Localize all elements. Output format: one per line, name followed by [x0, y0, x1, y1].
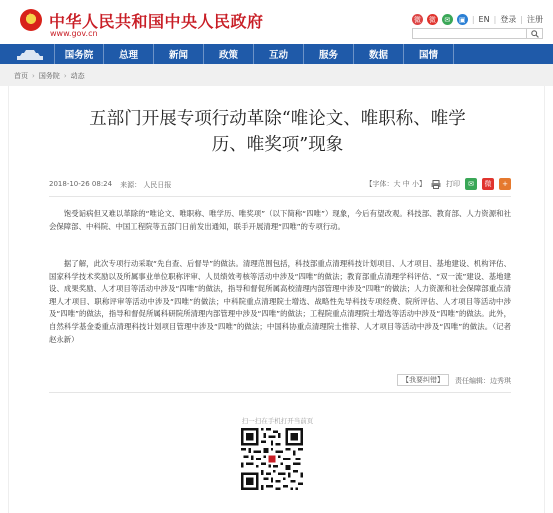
site-title[interactable]: 中华人民共和国中央人民政府 — [49, 12, 264, 31]
weibo-icon[interactable]: 微 — [413, 15, 421, 24]
publish-date: 2018-10-26 08:24 — [49, 180, 113, 188]
tool-separator: | — [493, 15, 497, 24]
tool-separator: | — [520, 15, 523, 24]
nav-item-data[interactable]: 数据 — [354, 44, 404, 64]
search-input[interactable] — [412, 28, 527, 39]
tiananmen-icon — [13, 47, 47, 61]
tool-separator: | — [471, 15, 475, 24]
nav-item-premier[interactable]: 总理 — [104, 44, 154, 64]
nav-item-national-info[interactable]: 国情 — [404, 44, 454, 64]
breadcrumb — [14, 71, 85, 81]
english-link[interactable]: EN — [478, 15, 490, 24]
responsible-editor: 责任编辑：边秀琪 — [455, 377, 511, 385]
register-link[interactable]: 注册 — [527, 15, 543, 24]
breadcrumb-home[interactable]: 首页 — [14, 72, 28, 80]
app-icon[interactable]: ▣ — [457, 14, 468, 25]
wechat-icon[interactable]: ✉ — [442, 14, 453, 25]
print-link[interactable]: 打印 — [446, 180, 460, 188]
print-icon[interactable] — [431, 180, 441, 189]
weibo-share-icon[interactable]: 微 — [482, 178, 494, 190]
more-share-icon[interactable]: + — [499, 178, 511, 190]
breadcrumb-separator: › — [63, 72, 67, 80]
article-source: 来源： 人民日报 — [120, 181, 172, 189]
footer-divider — [49, 392, 511, 393]
login-link[interactable]: 登录 — [500, 15, 517, 24]
meta-divider — [49, 196, 511, 197]
wechat-official-icon[interactable]: 微 — [428, 15, 436, 24]
article-paragraph: 饱受诟病但又难以革除的“唯论文、唯职称、唯学历、唯奖项”（以下简称“四唯”）现象，今后有望改观。科技部、教育部、人力资源和社会保障部、中科院、中国工程院等五部门日前发出通知，联手开展清理“四唯”的专项行动。 — [49, 209, 511, 231]
report-error-button[interactable]: 【我要纠错】 — [397, 374, 449, 386]
nav-item-state-council[interactable]: 国务院 — [54, 44, 104, 64]
nav-item-news[interactable]: 新闻 — [154, 44, 204, 64]
article-container — [8, 86, 545, 513]
site-url: www.gov.cn — [50, 29, 98, 38]
qr-code — [241, 428, 303, 490]
main-nav — [0, 44, 553, 64]
breadcrumb-state-council[interactable]: 国务院 — [38, 72, 60, 80]
breadcrumb-separator: › — [32, 72, 35, 80]
article-meta — [49, 178, 511, 192]
nav-item-interaction[interactable]: 互动 — [254, 44, 304, 64]
header-tools — [412, 14, 543, 25]
article-paragraph: 据了解，此次专项行动采取“先自查、后督导”的做法。清理范围包括，科技部重点清理科技计划项目、人才项目、基地建设、机构评估、国家科学技术奖励以及所属事业单位职称评审、人员绩效考核等活动中涉及“四唯”的做法；教育部重点清理学科评估、“双一流”建设、基地建设、成果奖励、人才项目等活动中涉及“四唯”的做法，指导和督促所属高校清理内部管理中涉及“四唯”的做法；人力资源和社会保障部重点清理人才项目、职称评审等活动中涉及“四唯”的做法；中科院重点清理院士增选、战略性先导科技专项经费、院所评估、人才项目等活动中涉及“四唯”的做法，指导和督促所属科研院所清理内部管理中涉及“四唯”的做法；工程院重点清理院士增选等活动中涉及“四唯”的做法。此外，自然科学基金委重点清理科技计划项目管理中涉及“四唯”的做法；中国科协重点清理院士推荐、人才项目等活动中涉及“四唯”的做法。（记者 赵永新） — [49, 259, 511, 344]
site-header — [0, 0, 553, 44]
qr-hint: 扫一扫在手机打开当前页 — [241, 417, 314, 425]
article-title-line: 五部门开展专项行动革除“唯论文、唯职称、唯学 — [89, 109, 466, 129]
national-emblem-icon: ★ — [20, 9, 42, 31]
wechat-share-icon[interactable]: ✉ — [465, 178, 477, 190]
font-size-controls[interactable]: 【字体：大 中 小】 — [365, 180, 426, 188]
breadcrumb-bar — [0, 64, 553, 86]
breadcrumb-dynamics[interactable]: 动态 — [70, 72, 85, 80]
nav-item-policy[interactable]: 政策 — [204, 44, 254, 64]
article-footer — [49, 374, 511, 388]
search-icon — [531, 30, 539, 38]
article-title — [9, 106, 546, 158]
nav-item-services[interactable]: 服务 — [304, 44, 354, 64]
search-button[interactable] — [527, 28, 543, 39]
home-nav-icon[interactable] — [10, 46, 50, 62]
search-bar — [412, 28, 543, 39]
article-title-line: 历、唯奖项”现象 — [211, 135, 344, 155]
